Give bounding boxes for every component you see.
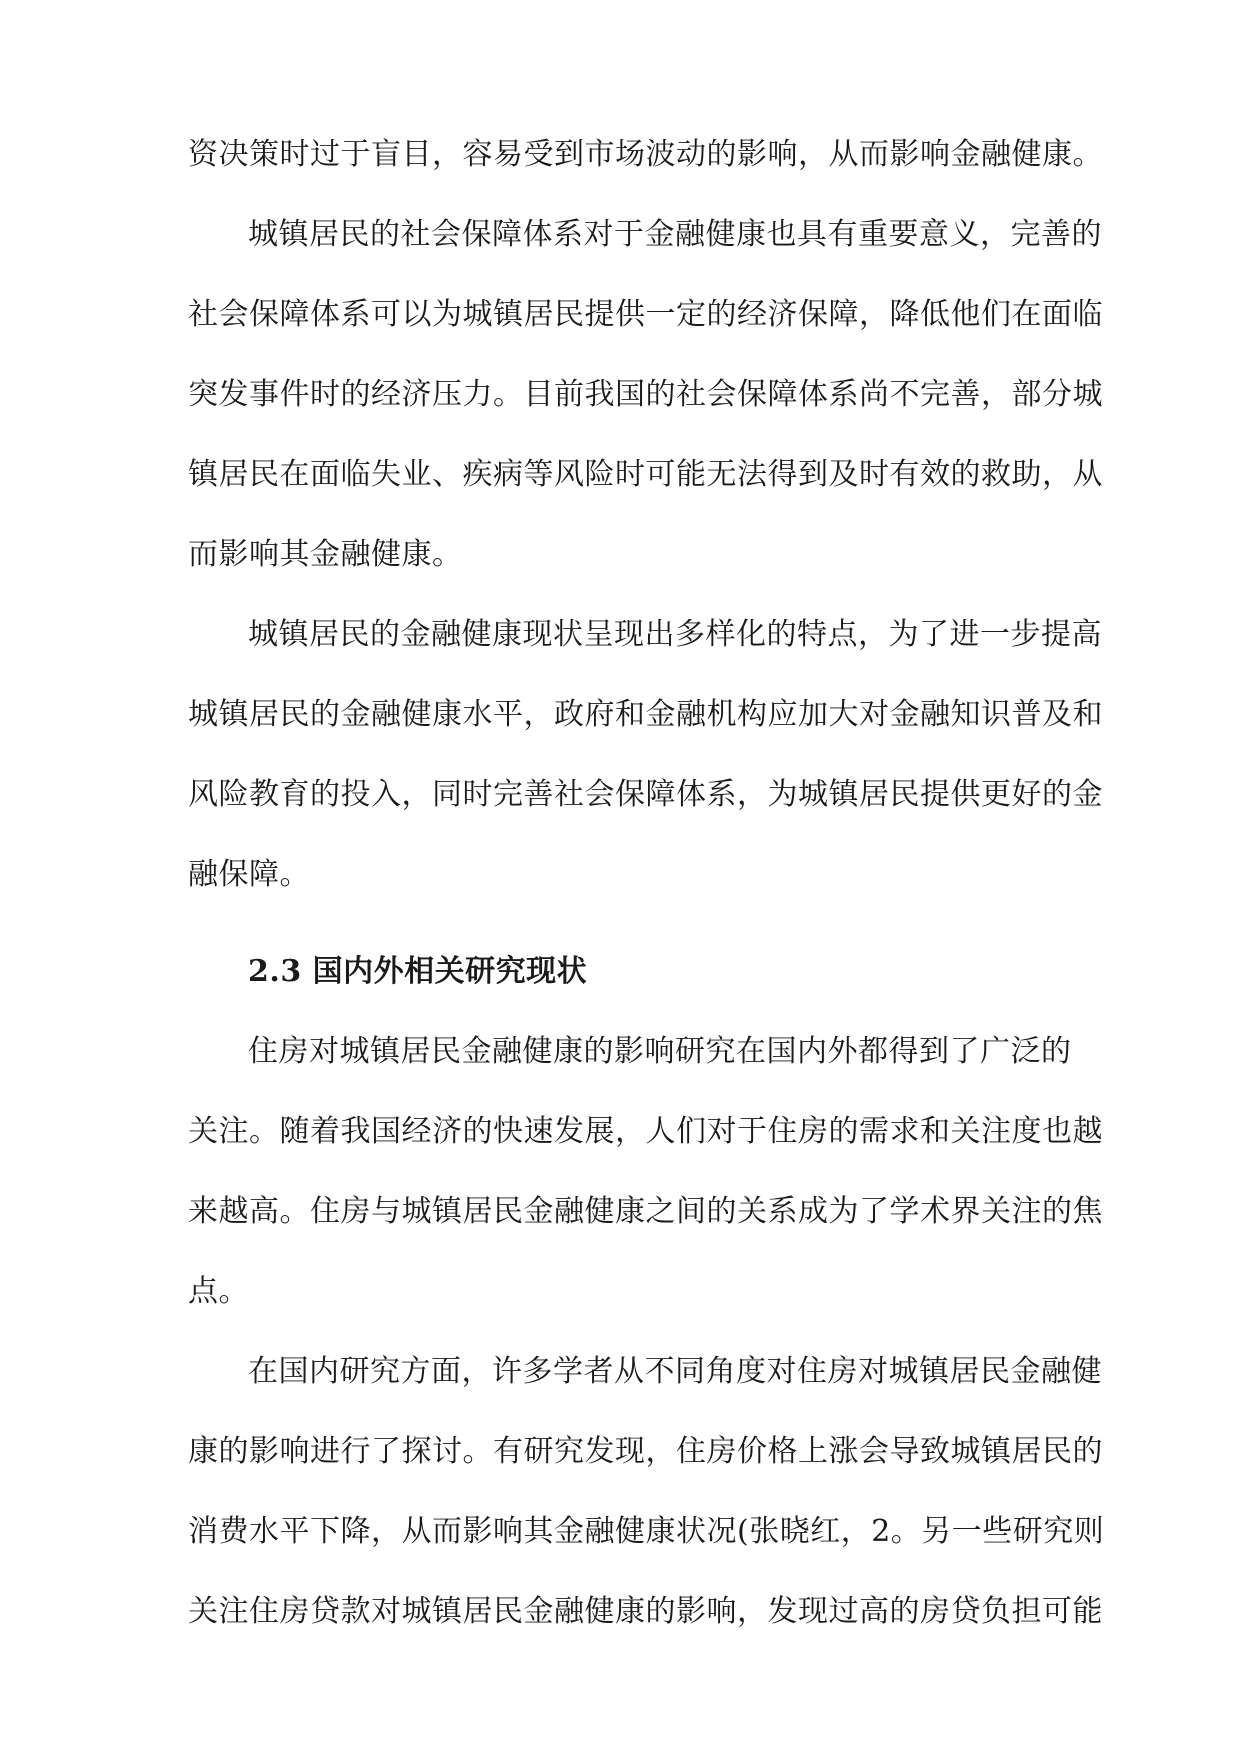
text-line: 住房对城镇居民金融健康的影响研究在国内外都得到了广泛的 xyxy=(248,1034,1072,1069)
text-line: 镇居民在面临失业、疾病等风险时可能无法得到及时有效的救助，从 xyxy=(188,457,1103,492)
text-line: 而影响其金融健康。 xyxy=(188,537,463,572)
text-line: 在国内研究方面，许多学者从不同角度对住房对城镇居民金融健 xyxy=(248,1354,1102,1389)
text-line: 城镇居民的金融健康现状呈现出多样化的特点，为了进一步提高 xyxy=(248,617,1102,652)
text-line: 城镇居民的社会保障体系对于金融健康也具有重要意义，完善的 xyxy=(248,217,1102,252)
text-line: 消费水平下降，从而影响其金融健康状况(张晓红，2。另一些研究则 xyxy=(188,1514,1105,1549)
text-line: 融保障。 xyxy=(188,857,310,892)
text-line: 风险教育的投入，同时完善社会保障体系，为城镇居民提供更好的金 xyxy=(188,777,1103,812)
text-line: 点。 xyxy=(188,1274,249,1309)
text-line: 社会保障体系可以为城镇居民提供一定的经济保障，降低他们在面临 xyxy=(188,297,1103,332)
section-heading: 2.3 国内外相关研究现状 xyxy=(248,954,588,989)
text-line: 康的影响进行了探讨。有研究发现，住房价格上涨会导致城镇居民的 xyxy=(188,1434,1103,1469)
text-line: 突发事件时的经济压力。目前我国的社会保障体系尚不完善，部分城 xyxy=(188,377,1103,412)
text-line: 来越高。住房与城镇居民金融健康之间的关系成为了学术界关注的焦 xyxy=(188,1194,1103,1229)
text-line: 城镇居民的金融健康水平，政府和金融机构应加大对金融知识普及和 xyxy=(188,697,1103,732)
text-line: 关注住房贷款对城镇居民金融健康的影响，发现过高的房贷负担可能 xyxy=(188,1594,1103,1629)
text-line: 资决策时过于盲目，容易受到市场波动的影响，从而影响金融健康。 xyxy=(188,137,1103,172)
text-line: 关注。随着我国经济的快速发展，人们对于住房的需求和关注度也越 xyxy=(188,1114,1103,1149)
